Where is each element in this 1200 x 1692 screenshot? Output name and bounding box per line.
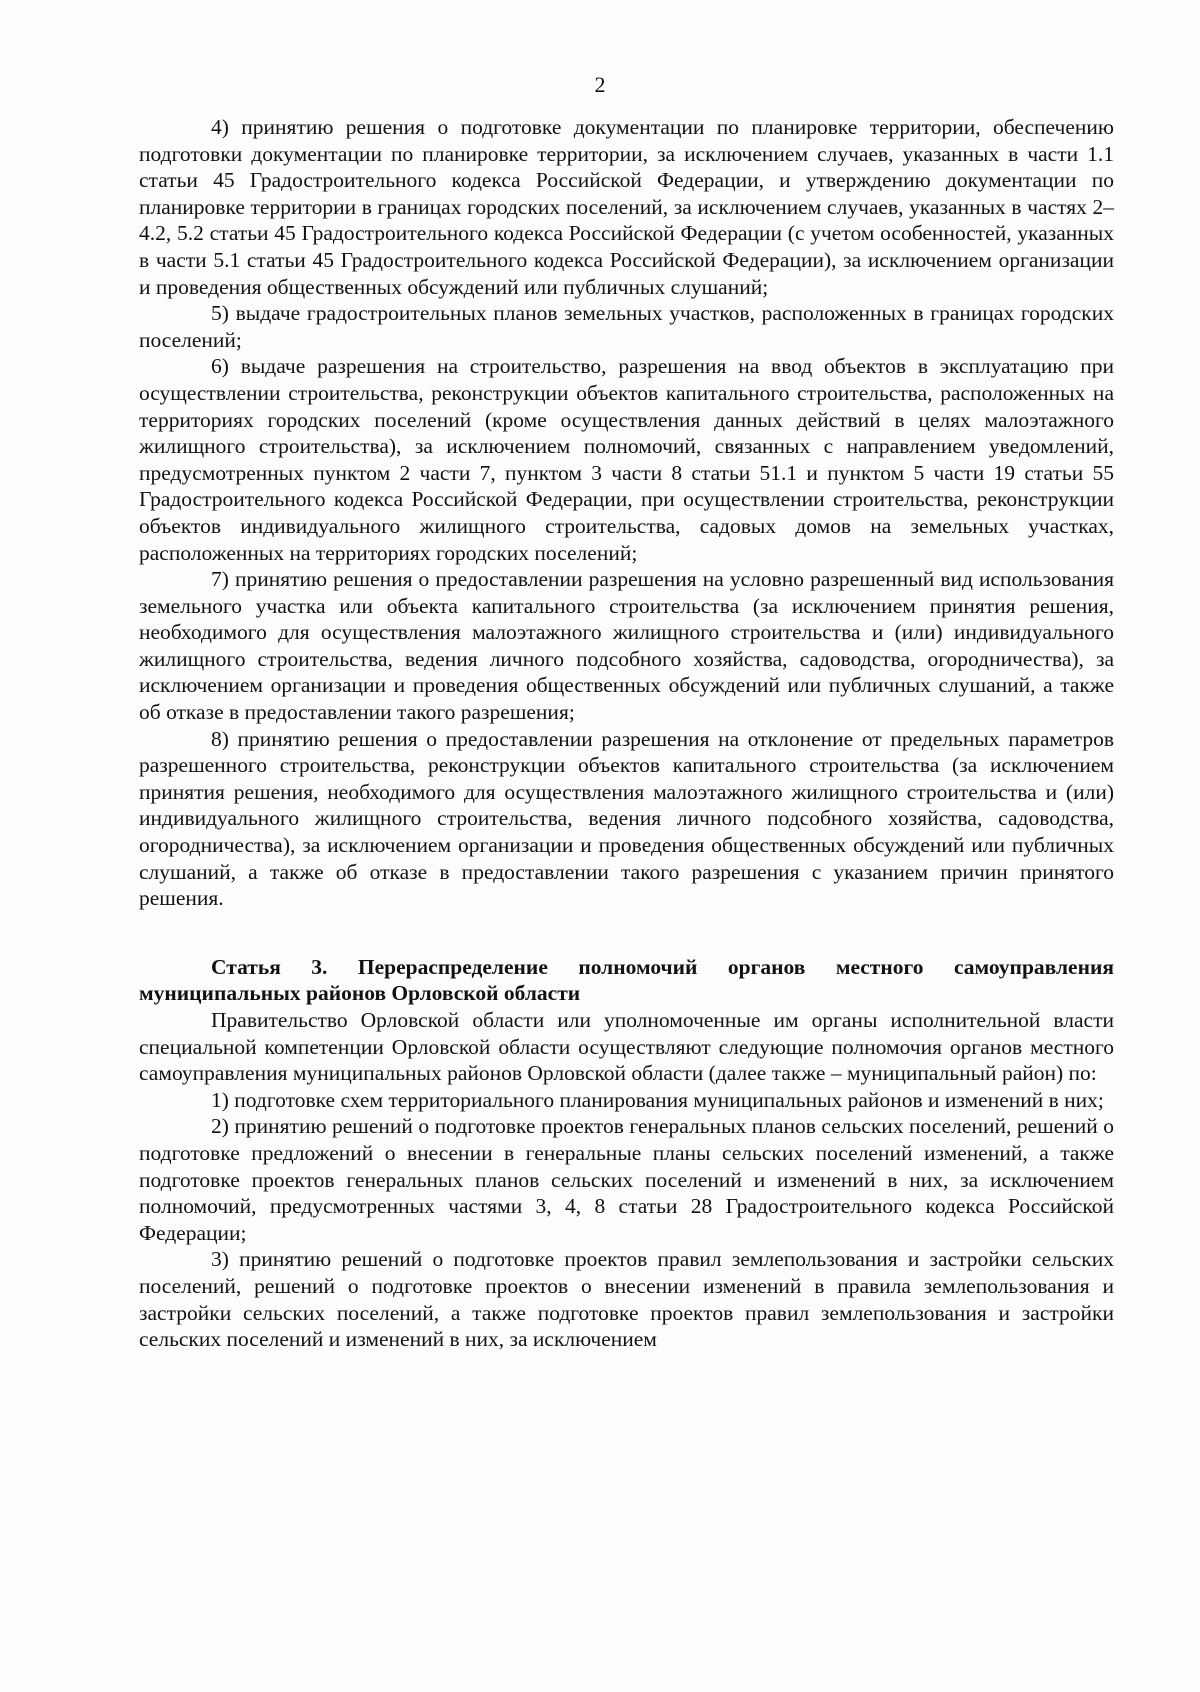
paragraph-item-6: 6) выдаче разрешения на строительство, разрешения на ввод объектов в эксплуатацию при осуществлении строительства, реконструкции объектов капитального строительства, расположенных на территориях городских поселений (кроме осуществления данных действий в целях малоэтажного жилищного строительства), за исключением полномочий, связанных с направлением уведомлений, предусмотренных пунктом 2 части 7, пунктом 3 части 8 статьи 51.1 и пунктом 5 части 19 статьи 55 Градостроительного кодекса Российской Федерации, при осуществлении строительства, реконструкции объектов индивидуального жилищного строительства, садовых домов на земельных участках, расположенных на территориях городских поселений;	[139, 354, 1114, 565]
document-body	[139, 114, 1114, 1353]
article-3-title: Статья 3. Перераспределение полномочий органов местного самоуправления муниципальных районов Орловской области	[139, 954, 1114, 1006]
page-number: 2	[594, 72, 606, 97]
paragraph-item-7: 7) принятию решения о предоставлении разрешения на условно разрешенный вид использования земельного участка или объекта капитального строительства (за исключением принятия решения, необходимого для осуществления малоэтажного жилищного строительства и (или) индивидуального жилищного строительства, ведения личного подсобного хозяйства, садоводства, огородничества), за исключением организации и проведения общественных обсуждений или публичных слушаний, а также об отказе в предоставлении такого разрешения;	[139, 567, 1114, 725]
article-3-item-2: 2) принятию решений о подготовке проектов генеральных планов сельских поселений, решений о подготовке предложений о внесении в генеральные планы сельских поселений изменений, а также подготовке проектов генеральных планов сельских поселений и изменений в них, за исключением полномочий, предусмотренных частями 3, 4, 8 статьи 28 Градостроительного кодекса Российской Федерации;	[139, 1114, 1114, 1245]
article-3-intro: Правительство Орловской области или уполномоченные им органы исполнительной власти специальной компетенции Орловской области осуществляют следующие полномочия органов местного самоуправления муниципальных районов Орловской области (далее также – муниципальный район) по:	[139, 1008, 1114, 1086]
paragraph-item-4: 4) принятию решения о подготовке документации по планировке территории, обеспечению подготовки документации по планировке территории, за исключением случаев, указанных в части 1.1 статьи 45 Градостроительного кодекса Российской Федерации, и утверждению документации по планировке территории в границах городских поселений, за исключением случаев, указанных в частях 2–4.2, 5.2 статьи 45 Градостроительного кодекса Российской Федерации (с учетом особенностей, указанных в части 5.1 статьи 45 Градостроительного кодекса Российской Федерации), за исключением организации и проведения общественных обсуждений или публичных слушаний;	[139, 115, 1114, 299]
article-3-item-1: 1) подготовке схем территориального планирования муниципальных районов и изменений в них;	[211, 1087, 1104, 1112]
paragraph-item-8: 8) принятию решения о предоставлении разрешения на отклонение от предельных параметров разрешенного строительства, реконструкции объектов капитального строительства (за исключением принятия решения, необходимого для осуществления малоэтажного жилищного строительства и (или) индивидуального жилищного строительства, ведения личного подсобного хозяйства, садоводства, огородничества), за исключением организации и проведения общественных обсуждений или публичных слушаний, а также об отказе в предоставлении такого разрешения с указанием причин принятого решения.	[139, 726, 1114, 911]
paragraph-item-5: 5) выдаче градостроительных планов земельных участков, расположенных в границах городских поселений;	[139, 301, 1114, 352]
article-3-item-3: 3) принятию решений о подготовке проектов правил землепользования и застройки сельских поселений, решений о подготовке проектов о внесении изменений в правила землепользования и застройки сельских поселений, а также подготовке проектов правил землепользования и застройки сельских поселений и изменений в них, за исключением	[139, 1247, 1114, 1352]
